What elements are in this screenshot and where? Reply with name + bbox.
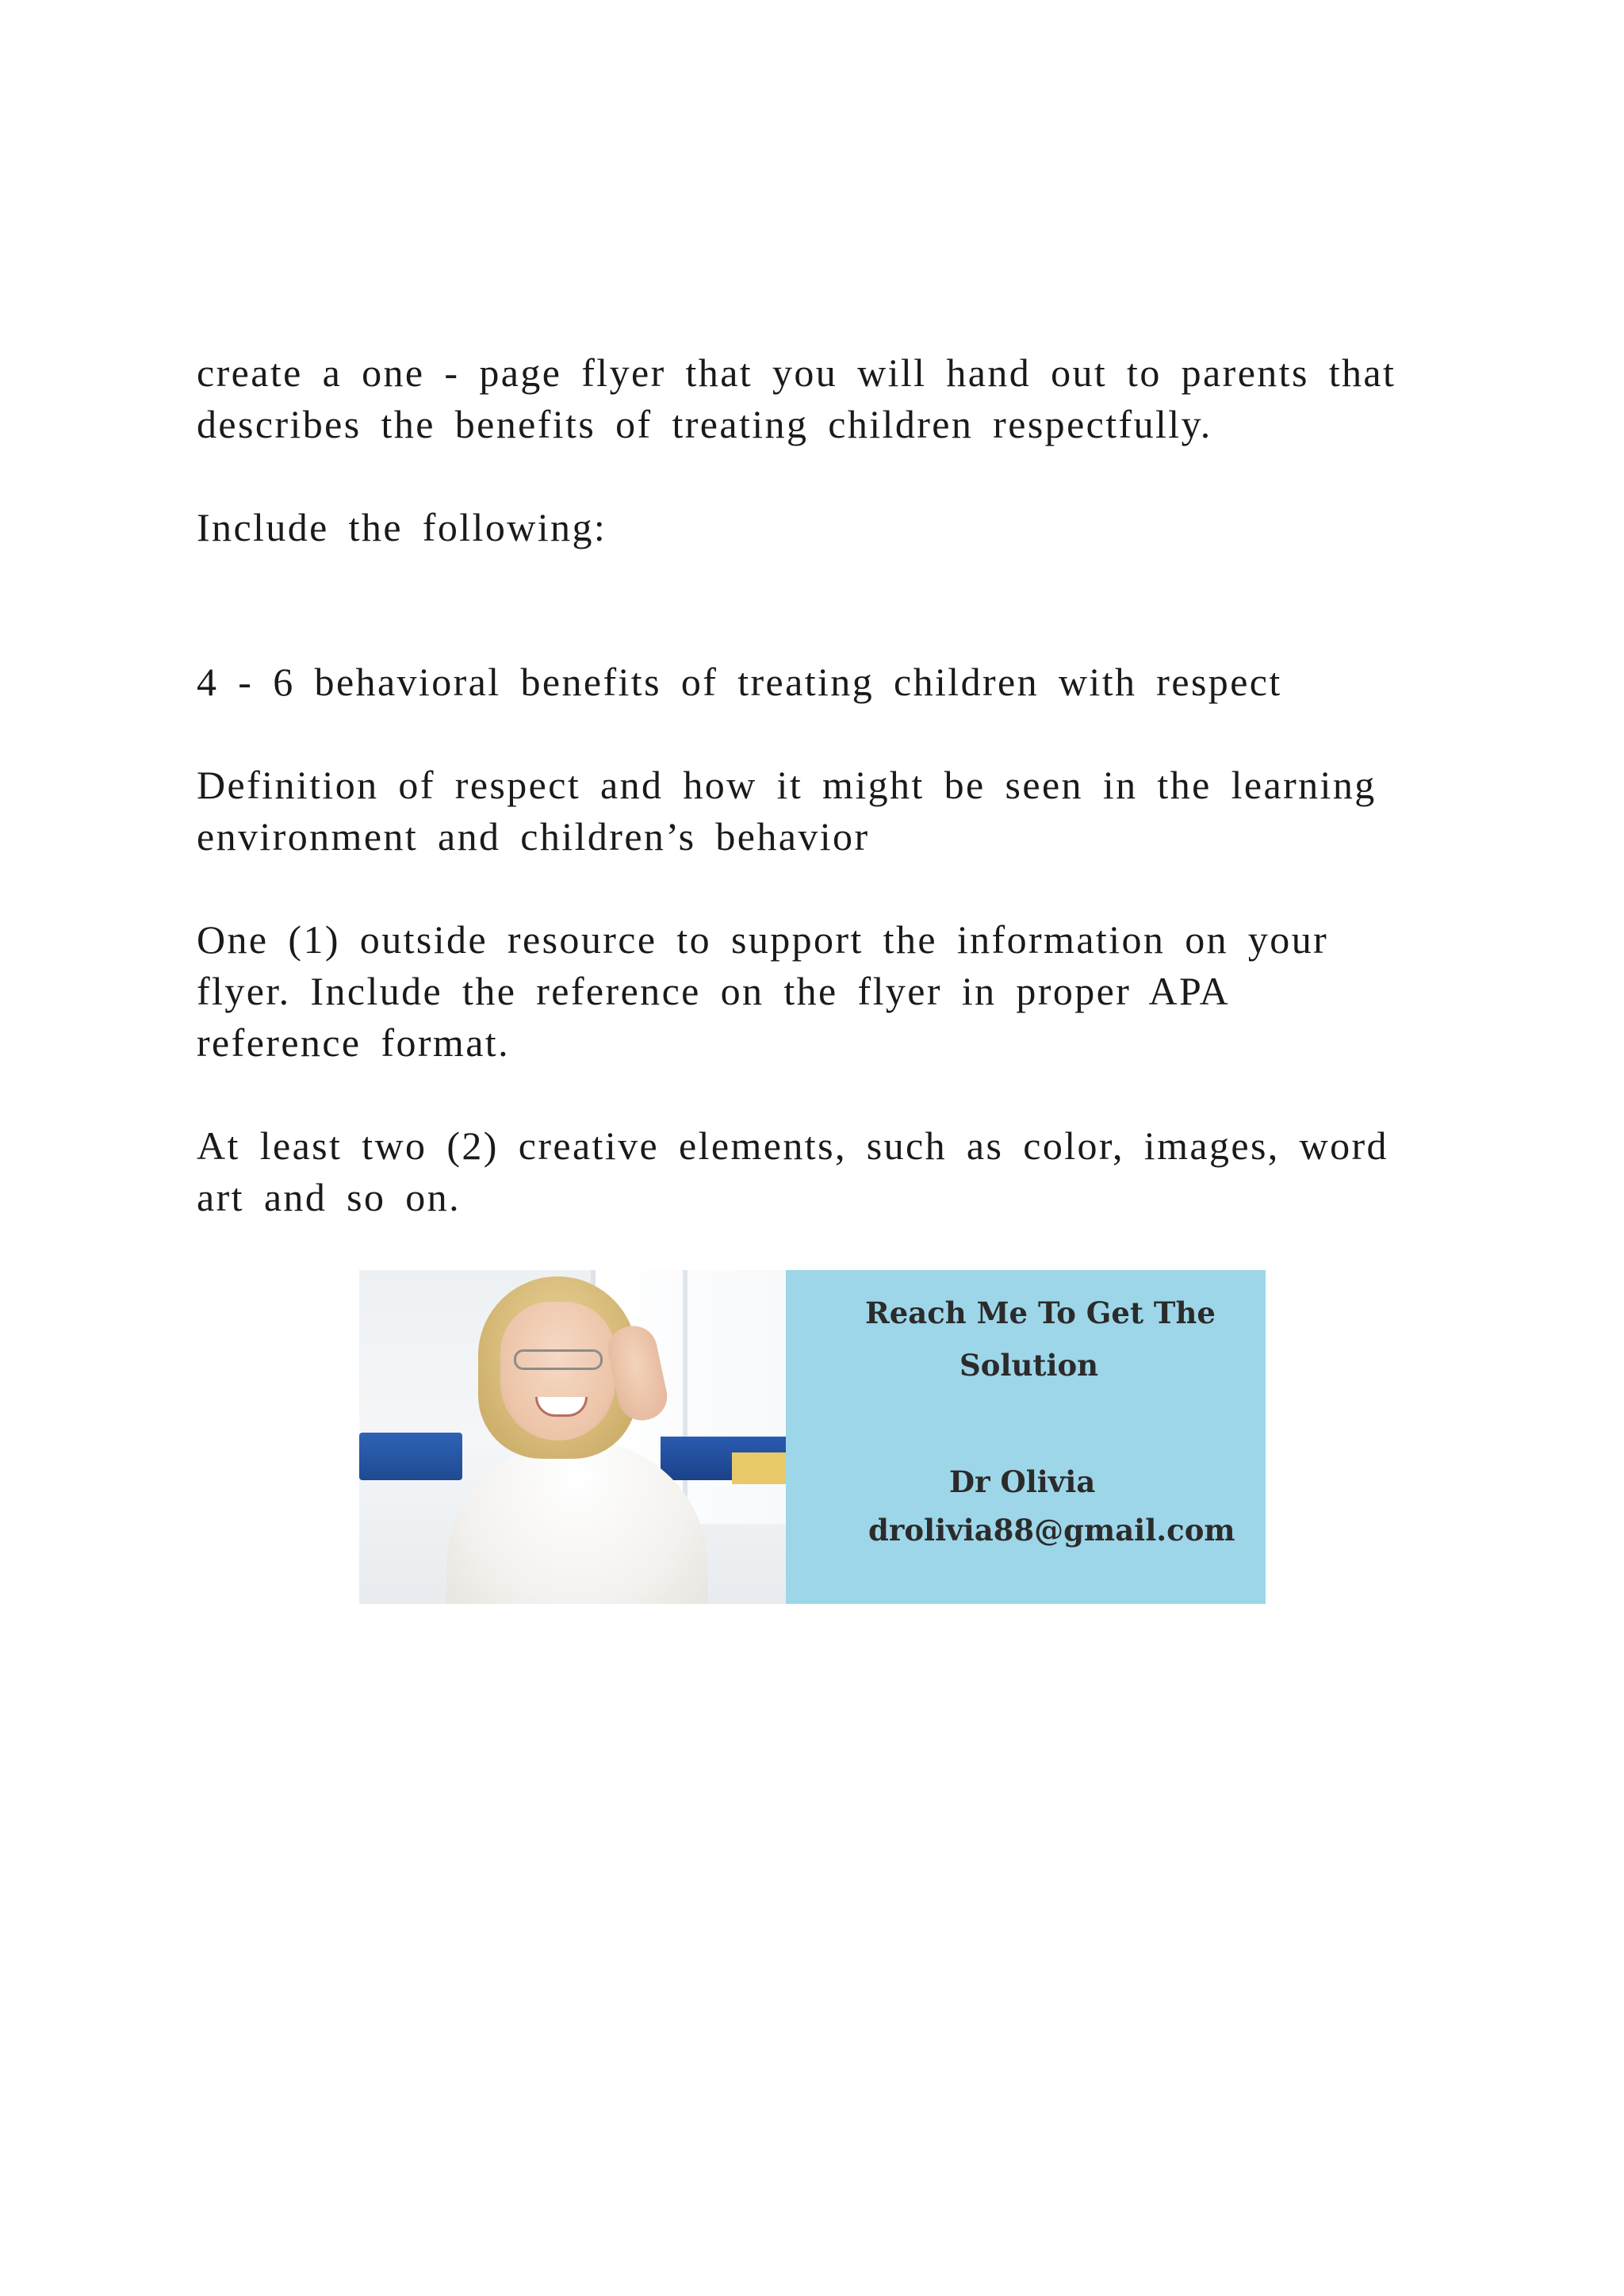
item-definition-line-2: environment and children’s behavior: [197, 814, 870, 859]
instructions-text: [197, 347, 1434, 1223]
item-creative-line-1: At least two (2) creative elements, such as color, images, word: [197, 1123, 1388, 1168]
intro-line-2: describes the benefits of treating children respectfully.: [197, 402, 1212, 446]
woman-photo: [359, 1270, 786, 1604]
item-resource-line-2: flyer. Include the reference on the flyer in proper APA: [197, 969, 1231, 1013]
item-definition-line-1: Definition of respect and how it might be seen in the learning: [197, 763, 1377, 807]
item-resource-line-1: One (1) outside resource to support the information on your: [197, 917, 1329, 962]
banner-line-1: Reach Me To Get The: [865, 1295, 1216, 1330]
banner-line-2: Solution: [959, 1348, 1099, 1383]
banner-email: drolivia88@gmail.com: [868, 1513, 1235, 1548]
item-creative-line-2: art and so on.: [197, 1175, 461, 1219]
contact-banner: [359, 1270, 1266, 1604]
banner-name: Dr Olivia: [949, 1464, 1096, 1499]
contact-panel: [786, 1270, 1266, 1604]
item-behavioral-benefits: 4 - 6 behavioral benefits of treating children with respect: [197, 660, 1282, 704]
intro-line-1: create a one - page flyer that you will hand out to parents that: [197, 350, 1396, 395]
item-resource-line-3: reference format.: [197, 1020, 510, 1065]
include-heading: Include the following:: [197, 505, 607, 549]
